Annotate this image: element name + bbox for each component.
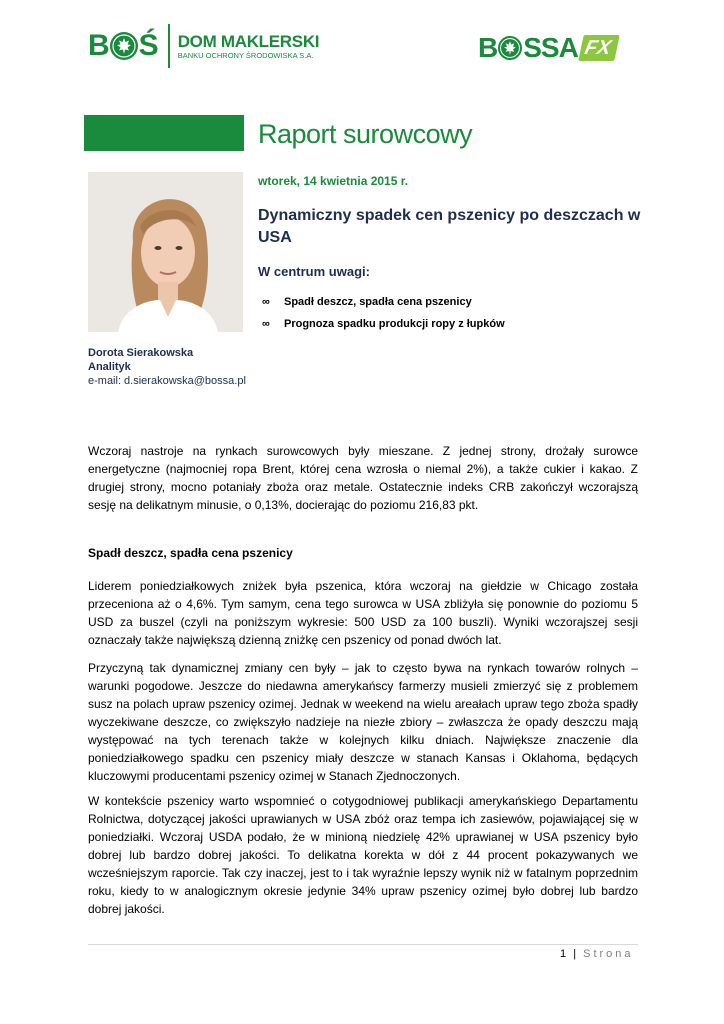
dom-maklerski-subtitle: BANKU OCHRONY ŚRODOWISKA S.A. <box>177 50 314 60</box>
focus-item-label: Spadł deszcz, spadła cena pszenicy <box>284 296 472 308</box>
section-heading: Spadł deszcz, spadła cena pszenicy <box>88 546 293 560</box>
focus-item-label: Prognoza spadku produkcji ropy z łupków <box>284 318 505 330</box>
bossa-wordmark <box>478 32 578 64</box>
fx-badge: FX <box>578 35 619 61</box>
bos-logo-wordmark <box>88 29 158 63</box>
dom-maklerski-text <box>178 32 320 61</box>
report-date: wtorek, 14 kwietnia 2015 r. <box>258 174 409 188</box>
page-number: 1 <box>560 948 567 960</box>
author-name: Dorota Sierakowska <box>88 347 194 359</box>
analyst-photo <box>88 172 243 332</box>
list-item <box>262 296 505 318</box>
bos-letter-b: B <box>88 29 109 62</box>
logo-divider <box>168 24 170 68</box>
bossa-fx-logo <box>478 30 616 66</box>
author-role: Analityk <box>88 361 131 373</box>
footer-divider <box>88 944 638 945</box>
focus-list <box>262 296 505 340</box>
author-block <box>88 346 246 388</box>
bos-logo <box>88 24 319 68</box>
infinity-bullet-icon: ∞ <box>262 296 270 308</box>
bos-letter-s: Ś <box>138 29 158 62</box>
title-accent-bar <box>84 115 244 151</box>
infinity-bullet-icon: ∞ <box>262 318 270 330</box>
report-headline: Dynamiczny spadek cen pszenicy po deszczach w USA <box>258 207 641 246</box>
body-paragraph: W kontekście pszenicy warto wspomnieć o cotygodniowej publikacji amerykańskiego Departamentu Rolnictwa, dotyczącej jakości uprawianych w USA zbóż oraz tempa ich zasiewów, pojawiającej się w poniedziałki. Wczoraj USDA podało, że w minioną niedzielę 42% uprawianej w USA pszenicy było dobrej lub bardzo dobrej jakości. To delikatna korekta w dół z 44 procent pokazywanych we wcześniejszym raporcie. Tak czy inaczej, jest to i tak wyraźnie lepszy wynik niż w fatalnym poprzednim roku, kiedy to w analogicznym okresie jedynie 34% upraw pszenicy ozimej było dobrej lub bardzo dobrej jakości. <box>88 794 638 916</box>
page-footer <box>560 948 634 960</box>
body-paragraph: Liderem poniedziałkowych zniżek była pszenica, która wczoraj na giełdzie w Chicago została przeceniona aż o 4,6%. Tym samym, cena tego surowca w USA zbliżyła się ponownie do poziomu 5 USD za buszel (czyli na poniższym wykresie: 500 USD za 100 buszli). Wyniki wczorajszej sesji oznaczały także największą dzienną zniżkę cen pszenicy od ponad dwóch lat. <box>88 579 638 647</box>
footer-separator: | <box>573 948 577 960</box>
body-paragraph: Przyczyną tak dynamicznej zmiany cen były – jak to często bywa na rynkach towarów rolnych – warunki pogodowe. Jeszcze do niedawna amerykańscy farmerzy musieli zmierzyć się z problemem susz na polach upraw pszenicy ozimej. Jednak w weekend na wielu areałach upraw tego zboża spadły wyczekiwane deszcze, co zwiększyło nadzieje na niezłe zbiory – zwłaszcza że opady deszczu mają występować na tych terenach także w kolejnych kilku dniach. Największe znaczenie dla poniedziałkowego spadku cen pszenicy miały deszcze w stanach Kansas i Oklahoma, będących kluczowymi producentami pszenicy ozimej w Stanach Zjednoczonych. <box>88 661 638 783</box>
report-title: Raport surowcowy <box>258 119 473 149</box>
bossa-letters-ssa: SSA <box>523 32 578 63</box>
dom-maklerski-title: DOM MAKLERSKI <box>177 31 320 51</box>
list-item <box>262 318 505 340</box>
maple-leaf-seal-icon <box>498 36 522 60</box>
maple-leaf-seal-icon <box>110 32 138 60</box>
bossa-letter-b: B <box>478 32 498 63</box>
intro-paragraph: Wczoraj nastroje na rynkach surowcowych były mieszane. Z jednej strony, drożały surowce energetyczne (najmocniej ropa Brent, której cena wzrosła o niemal 2%), a także cukier i kakao. Z drugiej strony, mocno potaniały zboża oraz metale. Ostatecznie indeks CRB zakończył wczorajszą sesję na delikatnym minusie, o 0,13%, docierając do poziomu 216,83 pkt. <box>88 444 638 512</box>
page-label: Strona <box>583 948 634 960</box>
focus-heading: W centrum uwagi: <box>258 264 370 279</box>
author-email[interactable]: e-mail: d.sierakowska@bossa.pl <box>88 375 246 387</box>
